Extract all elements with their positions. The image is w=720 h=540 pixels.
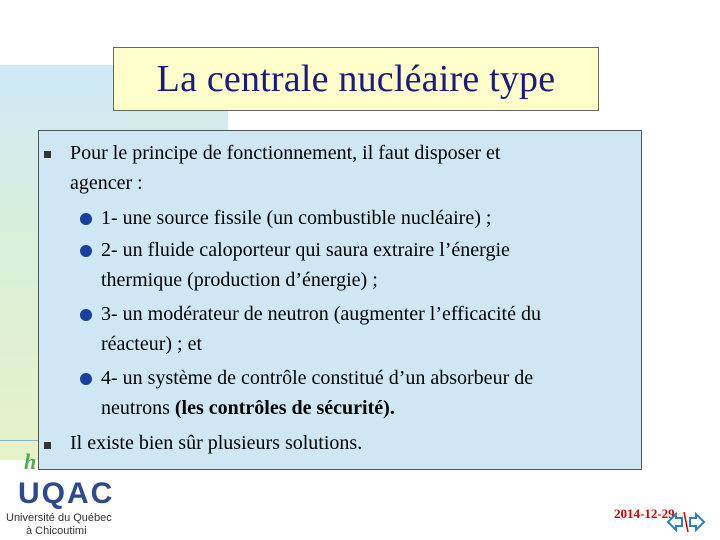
slide-date: 2014-12-29 <box>614 506 675 521</box>
content-box <box>38 130 642 470</box>
diamond-bullet-icon <box>79 244 93 258</box>
diamond-bullet-icon <box>79 308 93 322</box>
bullet-text-line: agencer : <box>70 172 143 194</box>
diamond-bullet-icon <box>79 372 93 386</box>
subitem-text-line: réacteur) ; et <box>101 333 203 355</box>
subitem-text-bold: (les contrôles de sécurité). <box>174 397 395 419</box>
diamond-bullet-icon <box>79 212 93 226</box>
bullet-square <box>44 151 51 158</box>
h-mark-icon: h <box>24 449 37 474</box>
logo-text: UQAC <box>18 477 115 510</box>
bullet-text-line: Il existe bien sûr plusieurs solutions. <box>70 432 363 454</box>
subitem-text-line: 3- un modérateur de neutron (augmenter l’efficacité du <box>101 303 541 325</box>
bullet-text-line: Pour le principe de fonctionnement, il faut disposer et <box>70 142 501 164</box>
subitem-text-plain: neutrons <box>101 397 175 419</box>
subitem-text-line: 4- un système de contrôle constitué d’un absorbeur de <box>101 367 534 389</box>
subitem-text-line <box>101 395 395 421</box>
slide-title-box <box>113 47 599 111</box>
subitem-text-line: thermique (production d’énergie) ; <box>101 269 378 291</box>
logo-subtitle-line: à Chicoutimi <box>26 525 87 537</box>
logo-subtitle-line: Université du Québec <box>6 512 112 524</box>
subitem-text-line: 1- une source fissile (un combustible nucléaire) ; <box>101 207 492 229</box>
nav-arrows-icon[interactable] <box>666 510 706 539</box>
slide-title: La centrale nucléaire type <box>156 58 556 100</box>
bullet-square <box>44 442 51 449</box>
subitem-text-line: 2- un fluide caloporteur qui saura extraire l’énergie <box>101 239 510 261</box>
